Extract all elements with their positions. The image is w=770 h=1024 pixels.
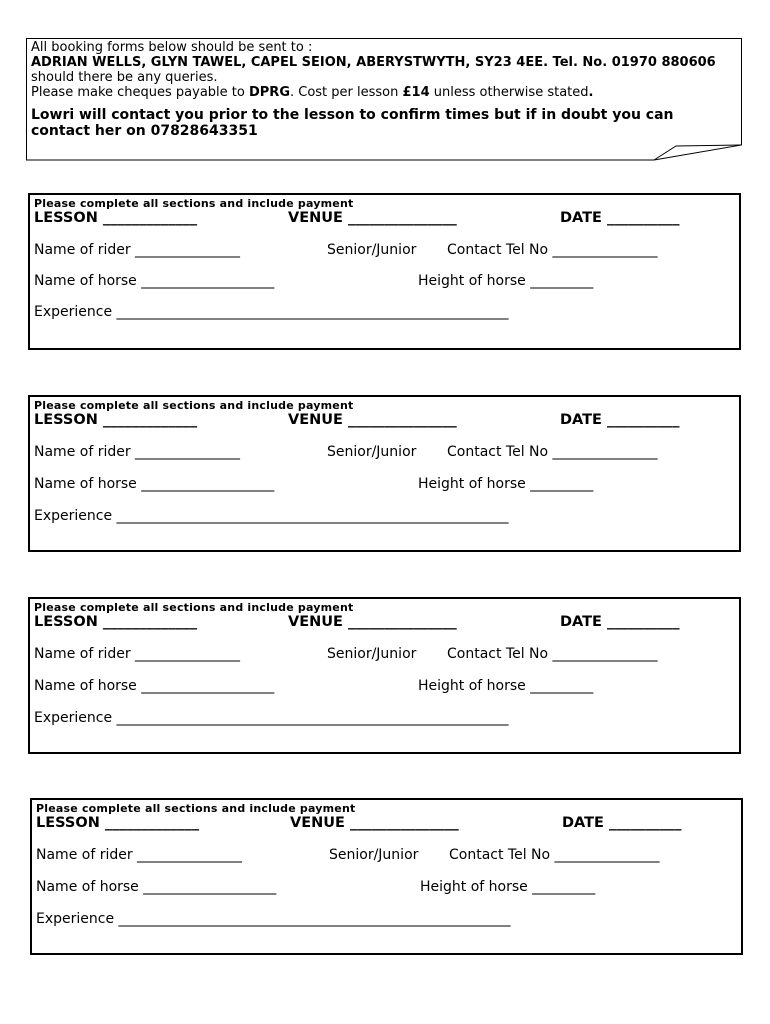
form-hint: Please complete all sections and include payment — [34, 197, 354, 210]
venue-field[interactable]: VENUE _______________ — [288, 614, 457, 630]
lesson-field[interactable]: LESSON _____________ — [36, 815, 200, 831]
horse-height-field[interactable]: Height of horse _________ — [418, 476, 594, 492]
form-hint: Please complete all sections and include payment — [34, 399, 354, 412]
senior-junior-label: Senior/Junior — [327, 242, 417, 258]
cost-prefix: . Cost per lesson — [289, 85, 403, 100]
experience-field[interactable]: Experience ________________________________________________________ — [34, 710, 509, 726]
contact-tel-field[interactable]: Contact Tel No _______________ — [449, 847, 660, 863]
booking-form-1 — [28, 193, 741, 350]
rider-name-field[interactable]: Name of rider _______________ — [36, 847, 243, 863]
senior-junior-label: Senior/Junior — [327, 444, 417, 460]
venue-field[interactable]: VENUE _______________ — [290, 815, 459, 831]
form-hint: Please complete all sections and include payment — [34, 601, 354, 614]
horse-height-field[interactable]: Height of horse _________ — [420, 879, 596, 895]
date-field[interactable]: DATE __________ — [560, 210, 680, 226]
horse-height-field[interactable]: Height of horse _________ — [418, 678, 594, 694]
lesson-cost: £14 — [402, 85, 430, 100]
booking-form-2 — [28, 395, 741, 552]
venue-field[interactable]: VENUE _______________ — [288, 412, 457, 428]
rider-name-field[interactable]: Name of rider _______________ — [34, 646, 241, 662]
payee: DPRG — [248, 85, 290, 100]
horse-name-field[interactable]: Name of horse ___________________ — [34, 273, 275, 289]
date-field[interactable]: DATE __________ — [560, 614, 680, 630]
booking-notice — [26, 38, 742, 158]
notice-payment-line — [31, 85, 737, 100]
lesson-field[interactable]: LESSON _____________ — [34, 614, 198, 630]
venue-field[interactable]: VENUE _______________ — [288, 210, 457, 226]
contact-tel-field[interactable]: Contact Tel No _______________ — [447, 444, 658, 460]
senior-junior-label: Senior/Junior — [327, 646, 417, 662]
notice-queries: should there be any queries. — [31, 70, 218, 85]
rider-name-field[interactable]: Name of rider _______________ — [34, 242, 241, 258]
lesson-field[interactable]: LESSON _____________ — [34, 210, 198, 226]
period: . — [588, 85, 594, 100]
notice-address: ADRIAN WELLS, GLYN TAWEL, CAPEL SEION, ABERYSTWYTH, SY23 4EE. Tel. No. 01970 880606 — [31, 55, 716, 70]
horse-name-field[interactable]: Name of horse ___________________ — [34, 678, 275, 694]
horse-name-field[interactable]: Name of horse ___________________ — [34, 476, 275, 492]
horse-name-field[interactable]: Name of horse ___________________ — [36, 879, 277, 895]
senior-junior-label: Senior/Junior — [329, 847, 419, 863]
cheques-prefix: Please make cheques payable to — [31, 85, 249, 100]
notice-intro: All booking forms below should be sent to : — [31, 40, 313, 55]
horse-height-field[interactable]: Height of horse _________ — [418, 273, 594, 289]
cost-suffix: unless otherwise stated — [429, 85, 589, 100]
experience-field[interactable]: Experience ________________________________________________________ — [36, 911, 511, 927]
contact-tel-field[interactable]: Contact Tel No _______________ — [447, 242, 658, 258]
booking-form-3 — [28, 597, 741, 754]
contact-tel-field[interactable]: Contact Tel No _______________ — [447, 646, 658, 662]
date-field[interactable]: DATE __________ — [562, 815, 682, 831]
rider-name-field[interactable]: Name of rider _______________ — [34, 444, 241, 460]
notice-address-line — [31, 55, 737, 85]
lesson-field[interactable]: LESSON _____________ — [34, 412, 198, 428]
booking-form-4 — [30, 798, 743, 955]
experience-field[interactable]: Experience ________________________________________________________ — [34, 508, 509, 524]
form-hint: Please complete all sections and include payment — [36, 802, 356, 815]
date-field[interactable]: DATE __________ — [560, 412, 680, 428]
notice-contact: Lowri will contact you prior to the lesson to confirm times but if in doubt you can contact her on 07828643351 — [31, 107, 674, 139]
experience-field[interactable]: Experience ________________________________________________________ — [34, 304, 509, 320]
